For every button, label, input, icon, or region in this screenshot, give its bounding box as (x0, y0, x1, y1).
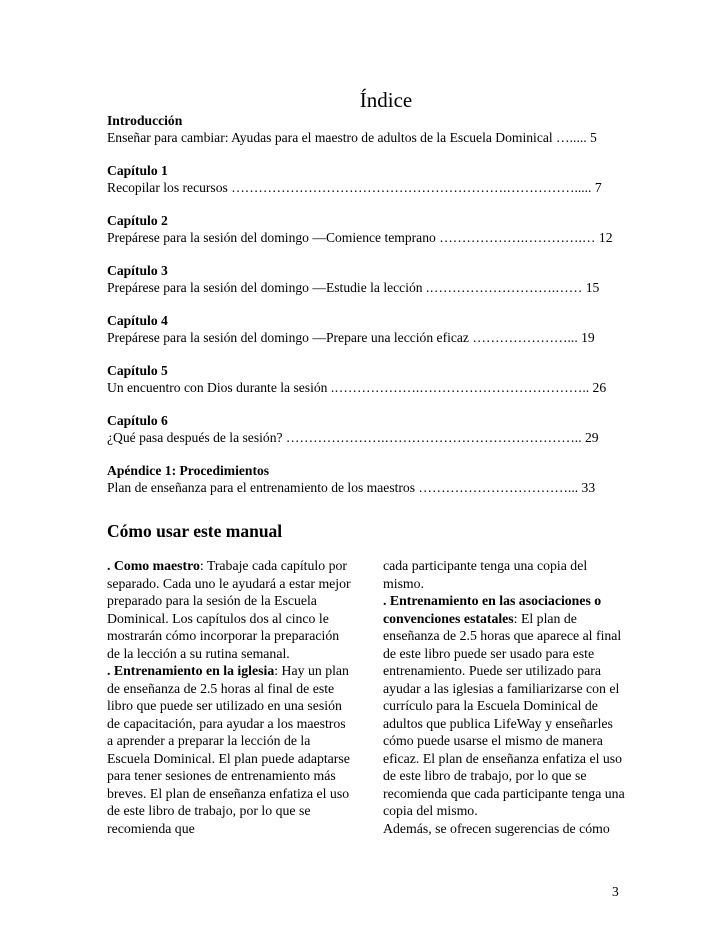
toc-section-chapter-6 (107, 412, 627, 446)
paragraph-label: . Entrenamiento en la iglesia (107, 663, 275, 678)
paragraph-as-teacher (107, 557, 352, 662)
toc-entry-link[interactable]: Enseñar para cambiar: Ayudas para el maestro de adultos de la Escuela Dominical …..... 5 (107, 130, 597, 145)
toc-entry-link[interactable]: Plan de enseñanza para el entrenamiento de los maestros ……………………………... 33 (107, 480, 596, 495)
page-number: 3 (612, 884, 619, 899)
paragraph-text: cada participante tenga una copia del mismo. (383, 558, 588, 591)
howto-column-left (107, 557, 352, 837)
paragraph-text: : Trabaje cada capítulo por separado. Cada uno le ayudará a estar mejor preparado para la sesión de la Escuela Dominical. Los capítulos dos al cinco le mostrarán cómo incorporar la preparación de la lección a su rutina semanal. (107, 558, 351, 661)
toc-entry-link[interactable]: Prepárese para la sesión del domingo —Prepare una lección eficaz …………………... 19 (107, 330, 595, 345)
paragraph-text: Además, se ofrecen sugerencias de cómo (383, 820, 610, 836)
paragraph-continuation (383, 557, 628, 592)
toc-heading: Capítulo 5 (107, 363, 168, 378)
paragraph-label: . Como maestro (107, 558, 200, 573)
toc-heading: Capítulo 4 (107, 313, 168, 328)
toc-entry-link[interactable]: ¿Qué pasa después de la sesión? ………………….…………………………………….. 29 (107, 430, 599, 445)
howto-column-right (383, 557, 628, 837)
section-heading-howto: Cómo usar este manual (107, 521, 283, 541)
table-of-contents (107, 112, 627, 512)
toc-heading: Capítulo 3 (107, 263, 168, 278)
toc-section-chapter-1 (107, 162, 627, 196)
toc-section-appendix-1 (107, 462, 627, 496)
page-title: Índice (359, 88, 413, 112)
toc-heading: Capítulo 6 (107, 413, 168, 428)
toc-entry-link[interactable]: Prepárese para la sesión del domingo —Comience temprano ……………….………….… 12 (107, 230, 613, 245)
paragraph-label: . Entrenamiento en las asociaciones o convenciones estatales (383, 593, 602, 626)
paragraph-church-training (107, 662, 352, 837)
toc-section-chapter-2 (107, 212, 627, 246)
paragraph-state-training (383, 592, 628, 820)
toc-section-chapter-5 (107, 362, 627, 396)
paragraph-text: : El plan de enseñanza de 2.5 horas que aparece al final de este libro puede ser usado para este entrenamiento. Puede ser utilizado para ayudar a las iglesias a familiarizarse con el currículo para la Escuela Dominical de adultos que publica LifeWay y enseñarles cómo puede usarse el mismo de manera eficaz. El plan de enseñanza enfatiza el uso de este libro de trabajo, por lo que se recomienda que cada participante tenga una copia del mismo. (383, 610, 625, 818)
toc-heading: Capítulo 1 (107, 163, 168, 178)
toc-heading: Capítulo 2 (107, 213, 168, 228)
toc-heading: Introducción (107, 113, 183, 128)
paragraph-additionally (383, 820, 628, 838)
toc-section-intro (107, 112, 627, 146)
toc-entry-link[interactable]: Recopilar los recursos …………………………………………………….……………..... 7 (107, 180, 602, 195)
toc-section-chapter-4 (107, 312, 627, 346)
paragraph-text: : Hay un plan de enseñanza de 2.5 horas al final de este libro que puede ser utilizado en una sesión de capacitación, para ayudar a los maestros a aprender a preparar la lección de la Escuela Dominical. El plan puede adaptarse para tener sesiones de entrenamiento más breves. El plan de enseñanza enfatiza el uso de este libro de trabajo, por lo que se recomienda que (107, 663, 350, 836)
toc-entry-link[interactable]: Un encuentro con Dios durante la sesión .……………….……………………………….. 26 (107, 380, 607, 395)
toc-heading: Apéndice 1: Procedimientos (107, 463, 270, 478)
toc-section-chapter-3 (107, 262, 627, 296)
toc-entry-link[interactable]: Prepárese para la sesión del domingo —Estudie la lección .……………………….…… 15 (107, 280, 600, 295)
